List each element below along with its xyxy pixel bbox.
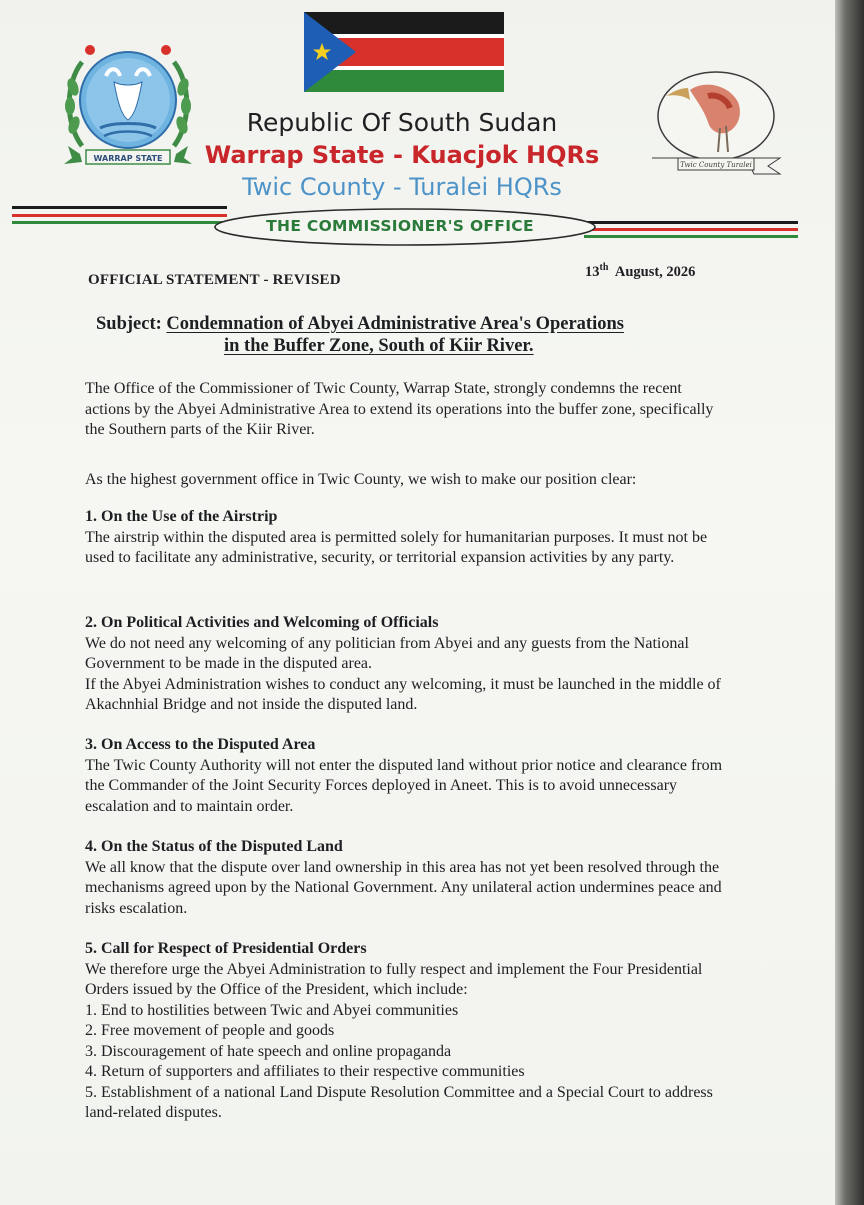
left-seal-text: WARRAP STATE [93, 154, 163, 163]
subject-line-1: Condemnation of Abyei Administrative Area's Operations [166, 314, 624, 334]
list-item: 2. Free movement of people and goods [85, 1022, 335, 1039]
statement-type: OFFICIAL STATEMENT - REVISED [88, 272, 341, 288]
list-item: 3. Discouragement of hate speech and online propaganda [85, 1042, 452, 1060]
orders-list [85, 1001, 725, 1124]
subject-label: Subject: [96, 314, 162, 334]
section-title: 5. Call for Respect of Presidential Orders [85, 940, 367, 957]
state-heading: Warrap State - Kuacjok HQRs [204, 141, 600, 169]
section-title: 1. On the Use of the Airstrip [85, 508, 278, 525]
section-title: 2. On Political Activities and Welcoming of Officials [85, 614, 439, 631]
section-text: We do not need any welcoming of any politician from Abyei and any guests from the National Government to be made in the disputed area. [85, 634, 689, 672]
section-political-activities [85, 613, 725, 716]
list-item: 4. Return of supporters and affiliates to their respective communities [85, 1063, 525, 1080]
intro-paragraph: The Office of the Commissioner of Twic County, Warrap State, strongly condemns the recent actions by the Abyei Administrative Area to extend its operations into the buffer zone, specifically the Southern parts of the Kiir River. [85, 380, 714, 438]
date-rest: August, 2026 [614, 263, 696, 280]
section-text: The airstrip within the disputed area is permitted solely for humanitarian purposes. It must not be used to facilitate any administrative, security, or territorial expansion activities by any party. [85, 528, 708, 566]
section-text: The Twic County Authority will not enter the disputed land without prior notice and clearance from the Commander of the Joint Security Forces deployed in Aneet. This is to avoid unnecessary escalation and to maintain order. [85, 756, 723, 815]
section-title: 3. On Access to the Disputed Area [85, 736, 316, 753]
section-text: If the Abyei Administration wishes to conduct any welcoming, it must be launched in the middle of Akachnhial Bridge and not inside the disputed land. [85, 675, 721, 713]
subject-heading [96, 313, 736, 357]
section-title: 4. On the Status of the Disputed Land [85, 838, 343, 855]
position-paragraph: As the highest government office in Twic County, we wish to make our position clear: [85, 471, 637, 488]
list-item: 1. End to hostilities between Twic and Abyei communities [85, 1001, 459, 1019]
section-text: We all know that the dispute over land ownership in this area has not yet been resolved through the mechanisms agreed upon by the National Government. Any unilateral action undermines peace and risks escalation. [85, 858, 722, 917]
section-status [85, 837, 725, 919]
page-edge-shadow [835, 0, 864, 1205]
date-suffix: th [599, 262, 609, 273]
subject-line-2: in the Buffer Zone, South of Kiir River. [224, 336, 534, 356]
south-sudan-flag-icon [304, 12, 504, 92]
statement-date [585, 262, 695, 281]
section-presidential-orders [85, 939, 725, 1124]
county-heading: Twic County - Turalei HQRs [242, 173, 562, 201]
section-text: We therefore urge the Abyei Administration to fully respect and implement the Four Presidential Orders issued by the Office of the President, which include: [85, 960, 703, 998]
right-seal-text: Twic County Turalei [680, 161, 752, 169]
section-airstrip [85, 507, 725, 569]
list-item: 5. Establishment of a national Land Dispute Resolution Committee and a Special Court to address land-related disputes. [85, 1083, 713, 1121]
commissioners-office-label: THE COMMISSIONER'S OFFICE [266, 217, 534, 235]
republic-heading: Republic Of South Sudan [246, 108, 558, 137]
section-access [85, 735, 725, 817]
date-day: 13 [585, 263, 600, 280]
